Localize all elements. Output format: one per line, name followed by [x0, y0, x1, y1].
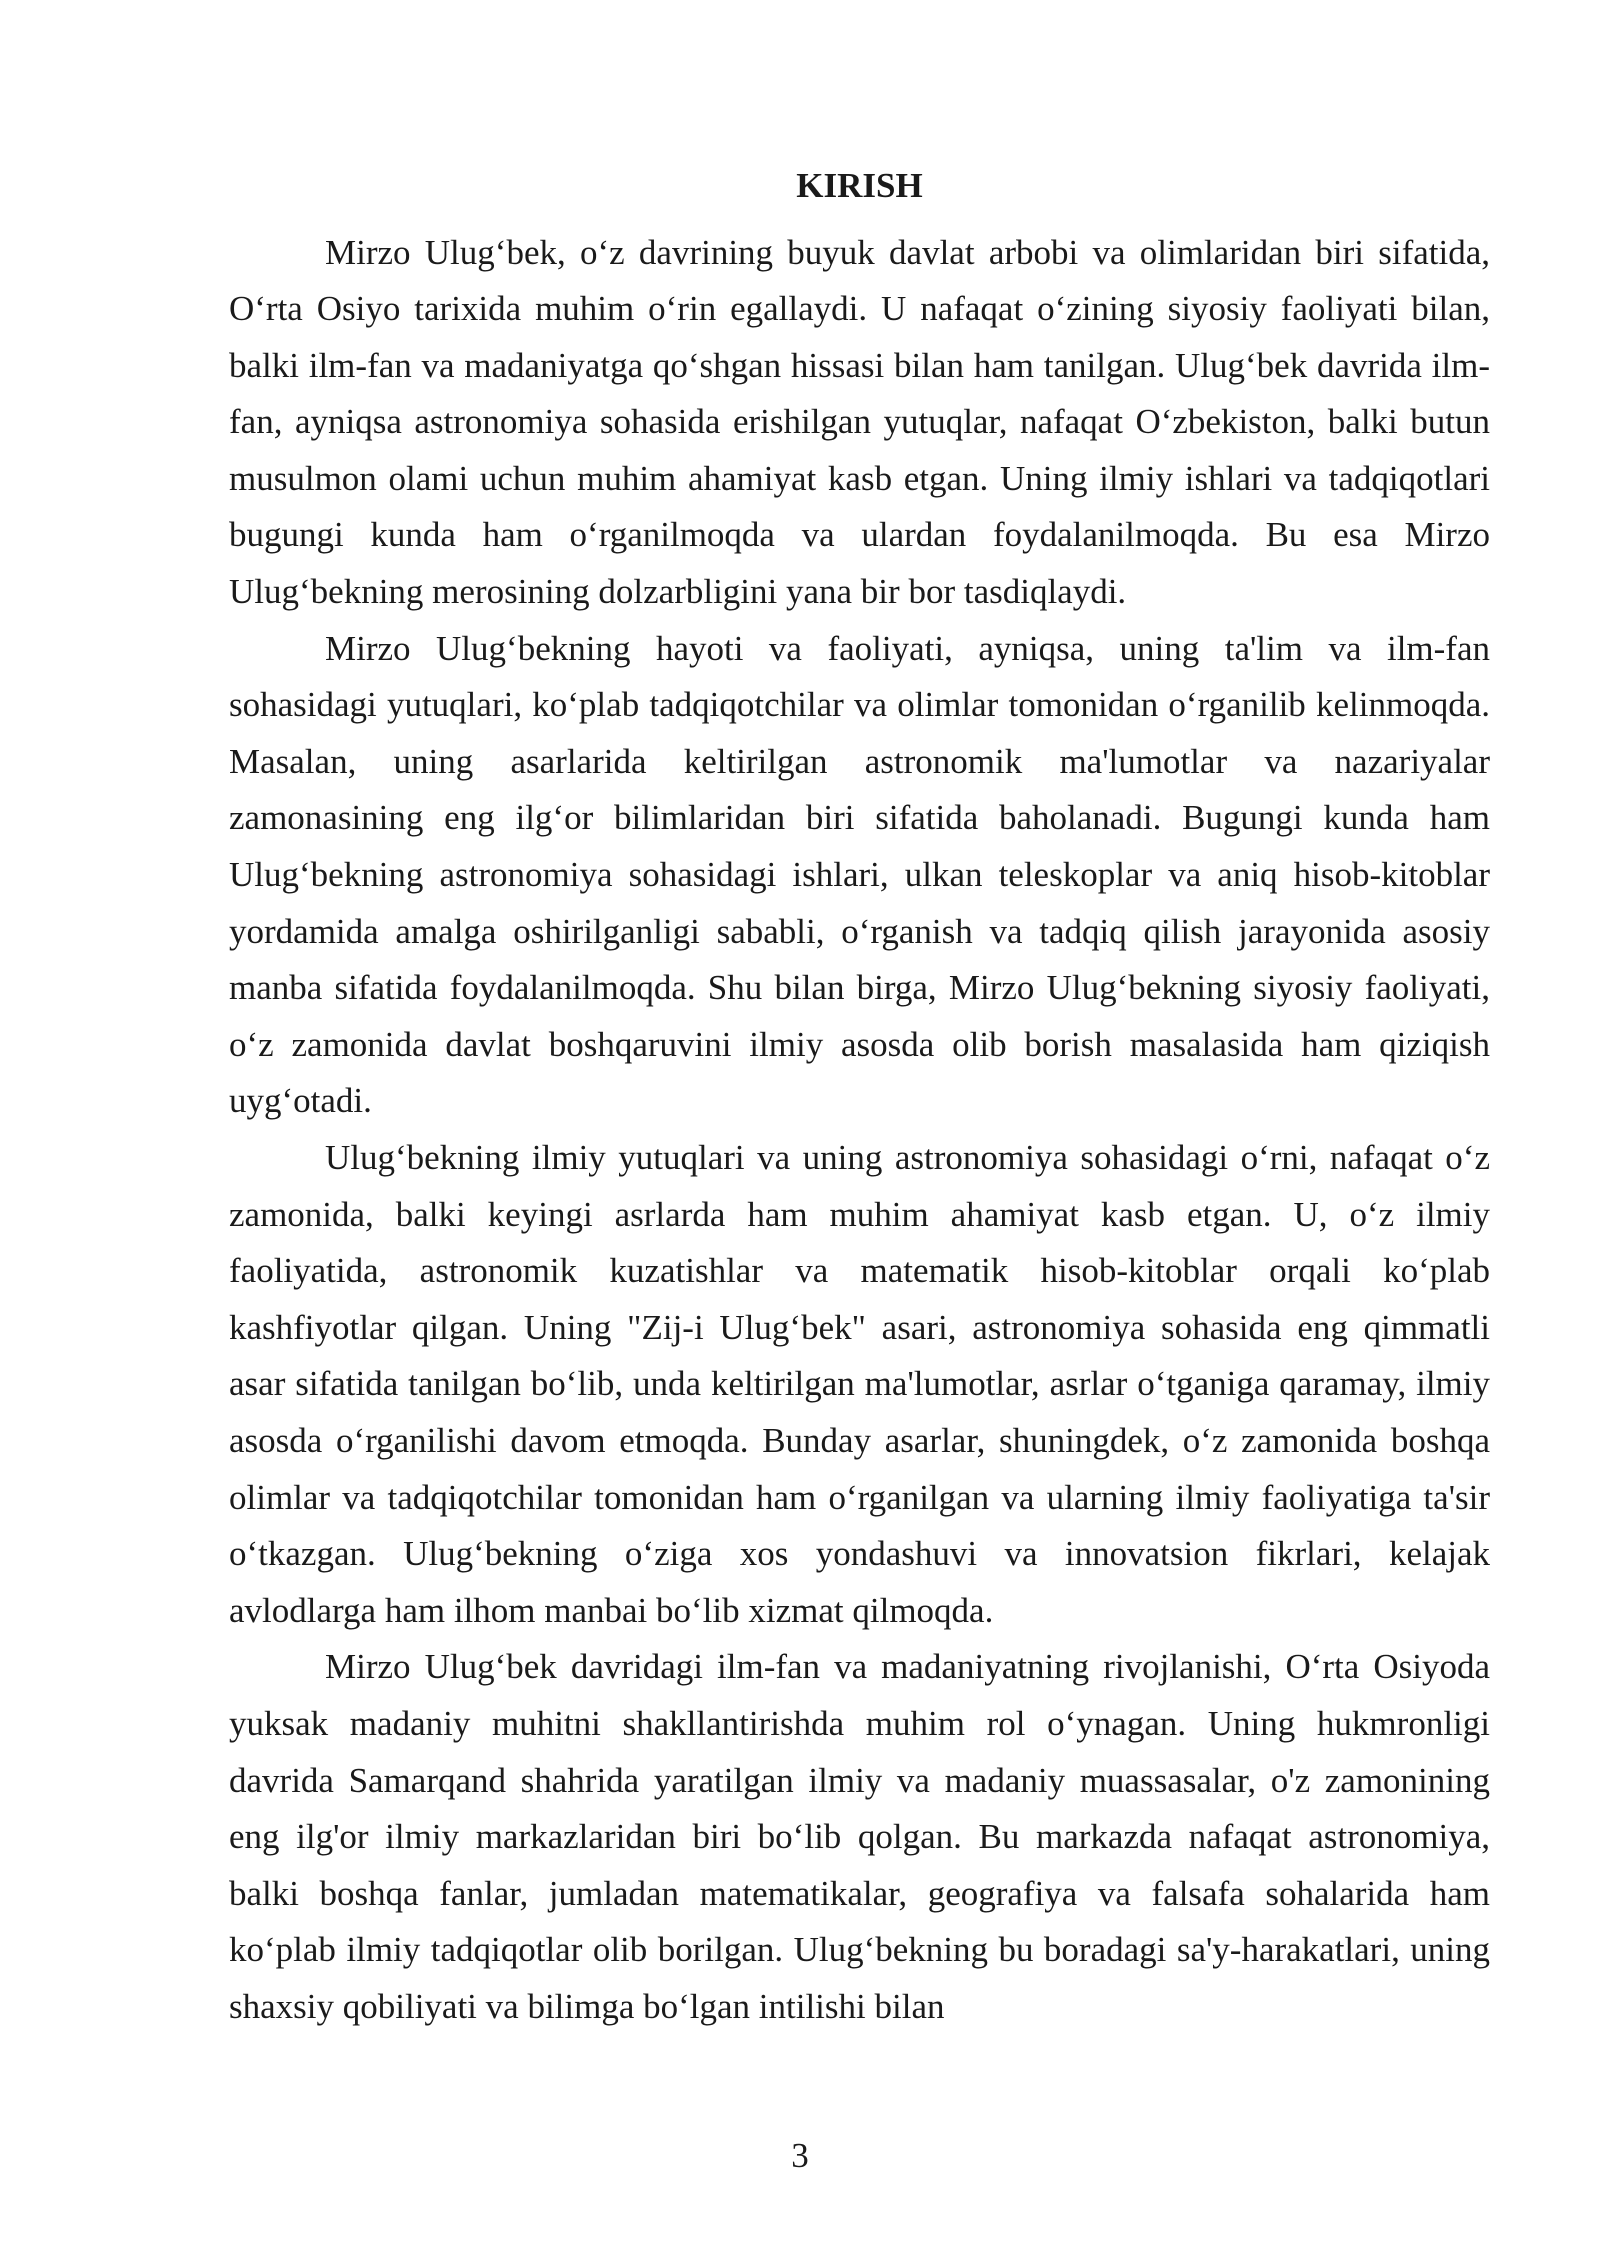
- paragraph-4: Mirzo Ulug‘bek davridagi ilm-fan va madaniyatning rivojlanishi, O‘rta Osiyoda yuksak madaniy muhitni shakllantirishda muhim rol o‘ynagan. Uning hukmronligi davrida Samarqand shahrida yaratilgan ilmiy va madaniy muassasalar, o'z zamonining eng ilg'or ilmiy markazlaridan biri bo‘lib qolgan. Bu markazda nafaqat astronomiya, balki boshqa fanlar, jumladan matematikalar, geografiya va falsafa sohalarida ham ko‘plab ilmiy tadqiqotlar olib borilgan. Ulug‘bekning bu boradagi sa'y-harakatlari, uning shaxsiy qobiliyati va bilimga bo‘lgan intilishi bilan: [229, 1647, 1490, 2026]
- document-page: [229, 158, 1490, 2036]
- section-title: KIRISH: [796, 166, 923, 205]
- paragraph-3: Ulug‘bekning ilmiy yutuqlari va uning astronomiya sohasidagi o‘rni, nafaqat o‘z zamonida, balki keyingi asrlarda ham muhim ahamiyat kasb etgan. U, o‘z ilmiy faoliyatida, astronomik kuzatishlar va matematik hisob-kitoblar orqali ko‘plab kashfiyotlar qilgan. Uning "Zij-i Ulug‘bek" asari, astronomiya sohasida eng qimmatli asar sifatida tanilgan bo‘lib, unda keltirilgan ma'lumotlar, asrlar o‘tganiga qaramay, ilmiy asosda o‘rganilishi davom etmoqda. Bunday asarlar, shuningdek, o‘z zamonida boshqa olimlar va tadqiqotchilar tomonidan ham o‘rganilgan va ularning ilmiy faoliyatiga ta'sir o‘tkazgan. Ulug‘bekning o‘ziga xos yondashuvi va innovatsion fikrlari, kelajak avlodlarga ham ilhom manbai bo‘lib xizmat qilmoqda.: [229, 1138, 1490, 1630]
- page-number: 3: [791, 2136, 809, 2175]
- paragraph-1: Mirzo Ulug‘bek, o‘z davrining buyuk davlat arbobi va olimlaridan biri sifatida, O‘rta Osiyo tarixida muhim o‘rin egallaydi. U nafaqat o‘zining siyosiy faoliyati bilan, balki ilm-fan va madaniyatga qo‘shgan hissasi bilan ham tanilgan. Ulug‘bek davrida ilm-fan, ayniqsa astronomiya sohasida erishilgan yutuqlar, nafaqat O‘zbekiston, balki butun musulmon olami uchun muhim ahamiyat kasb etgan. Uning ilmiy ishlari va tadqiqotlari bugungi kunda ham o‘rganilmoqda va ulardan foydalanilmoqda. Bu esa Mirzo Ulug‘bekning merosining dolzarbligini yana bir bor tasdiqlaydi.: [229, 232, 1490, 612]
- paragraph-2: Mirzo Ulug‘bekning hayoti va faoliyati, ayniqsa, uning ta'lim va ilm-fan sohasidagi yutuqlari, ko‘plab tadqiqotchilar va olimlar tomonidan o‘rganilib kelinmoqda. Masalan, uning asarlarida keltirilgan astronomik ma'lumotlar va nazariyalar zamonasining eng ilg‘or bilimlaridan biri sifatida baholanadi. Bugungi kunda ham Ulug‘bekning astronomiya sohasidagi ishlari, ulkan teleskoplar va aniq hisob-kitoblar yordamida amalga oshirilganligi sababli, o‘rganish va tadqiq qilish jarayonida asosiy manba sifatida foydalanilmoqda. Shu bilan birga, Mirzo Ulug‘bekning siyosiy faoliyati, o‘z zamonida davlat boshqaruvini ilmiy asosda olib borish masalasida ham qiziqish uyg‘otadi.: [229, 628, 1490, 1121]
